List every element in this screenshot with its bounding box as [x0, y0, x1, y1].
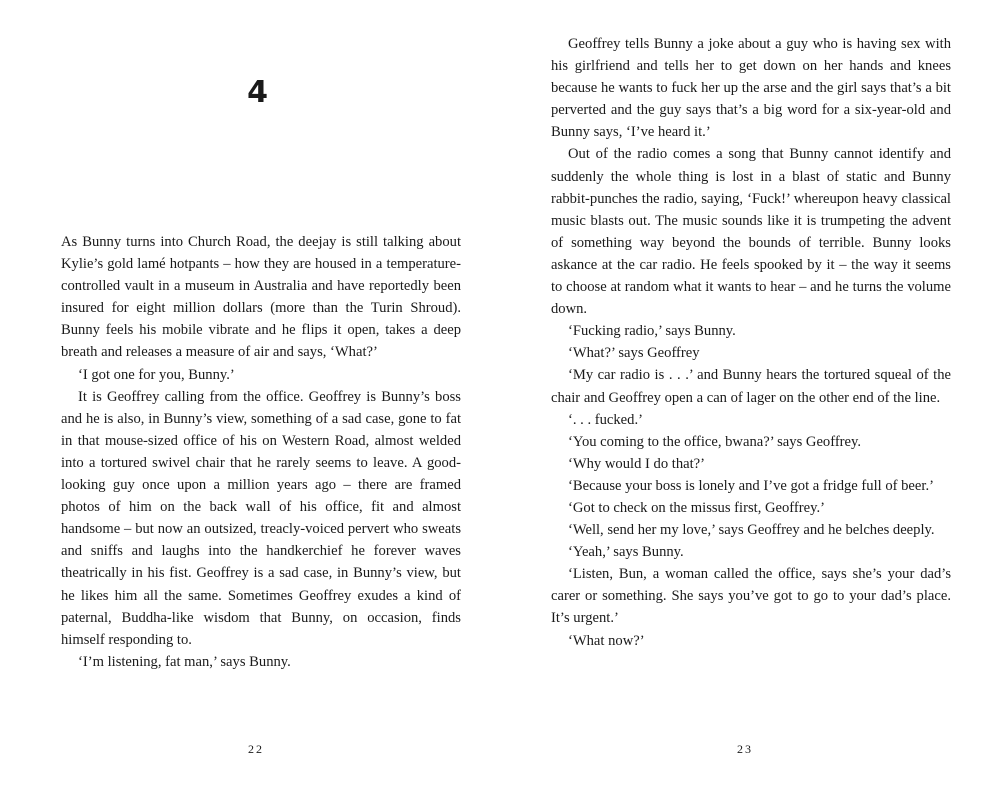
right-page	[500, 0, 1000, 802]
paragraph: ‘What?’ says Geoffrey	[568, 345, 700, 362]
paragraph: It is Geoffrey calling from the office. Geoffrey is Bunny’s boss and he is also, in Bunny’s view, something of a sad case, gone to fat in that mouse-sized office of his on Western Road, almost welded into a tortured swivel chair that he rarely seems to leave. A good-looking guy once upon a million years ago – there are framed photos of him on the back wall of his office, fit and almost handsome – but now an outsized, treacly-voiced pervert who sweats and sniffs and laughs into the handkerchief he forever waves theatrically in his fist. Geoffrey is a sad case, in Bunny’s view, but he likes him all the same. Sometimes Geoffrey exudes a kind of paternal, Buddha-like wisdom that Bunny, on occasion, finds himself responding to.	[61, 388, 461, 648]
paragraph: ‘I got one for you, Bunny.’	[78, 366, 235, 383]
paragraph: ‘You coming to the office, bwana?’ says Geoffrey.	[568, 433, 862, 450]
paragraph: ‘Listen, Bun, a woman called the office, says she’s your dad’s carer or something. She says you’ve got to go to your dad’s place. It’s urgent.’	[551, 566, 951, 627]
paragraph: ‘Because your boss is lonely and I’ve got a fridge full of beer.’	[568, 477, 934, 494]
paragraph: ‘Well, send her my love,’ says Geoffrey and he belches deeply.	[568, 522, 935, 539]
page-number: 23	[737, 742, 753, 756]
paragraph: ‘Fucking radio,’ says Bunny.	[568, 323, 736, 340]
paragraph: ‘I’m listening, fat man,’ says Bunny.	[78, 653, 291, 670]
paragraph: Geoffrey tells Bunny a joke about a guy who is having sex with his girlfriend and tells her to get down on her hands and knees because he wants to fuck her up the arse and the girl says that’s a bit perverted and the guy says that’s a big word for a six-year-old and Bunny says, ‘I’ve heard it.’	[551, 36, 951, 141]
paragraph: ‘My car radio is . . .’ and Bunny hears the tortured squeal of the chair and Geoffrey open a can of lager on the other end of the line.	[551, 367, 951, 406]
paragraph: Out of the radio comes a song that Bunny cannot identify and suddenly the whole thing is lost in a blast of static and Bunny rabbit-punches the radio, saying, ‘Fuck!’ whereupon heavy classical music blasts out. The music sounds like it is trumpeting the advent of something way beyond the bounds of terrible. Bunny looks askance at the car radio. He feels spooked by it – the way it seems to choose at random what it wants to hear – and he turns the volume down.	[551, 146, 951, 318]
right-page-text	[551, 33, 951, 652]
paragraph: ‘What now?’	[568, 632, 645, 649]
paragraph: ‘. . . fucked.’	[568, 411, 643, 428]
chapter-number: 4	[247, 75, 268, 110]
paragraph: ‘Yeah,’ says Bunny.	[568, 544, 684, 561]
left-page-text	[61, 231, 461, 673]
paragraph: As Bunny turns into Church Road, the deejay is still talking about Kylie’s gold lamé hotpants – how they are housed in a temperature-controlled vault in a museum in Australia and have reportedly been insured for eight million dollars (more than the Turin Shroud). Bunny feels his mobile vibrate and he flips it open, takes a deep breath and releases a measure of air and says, ‘What?’	[61, 234, 461, 361]
paragraph: ‘Got to check on the missus first, Geoffrey.’	[568, 499, 825, 516]
page-number: 22	[248, 742, 264, 756]
paragraph: ‘Why would I do that?’	[568, 455, 705, 472]
